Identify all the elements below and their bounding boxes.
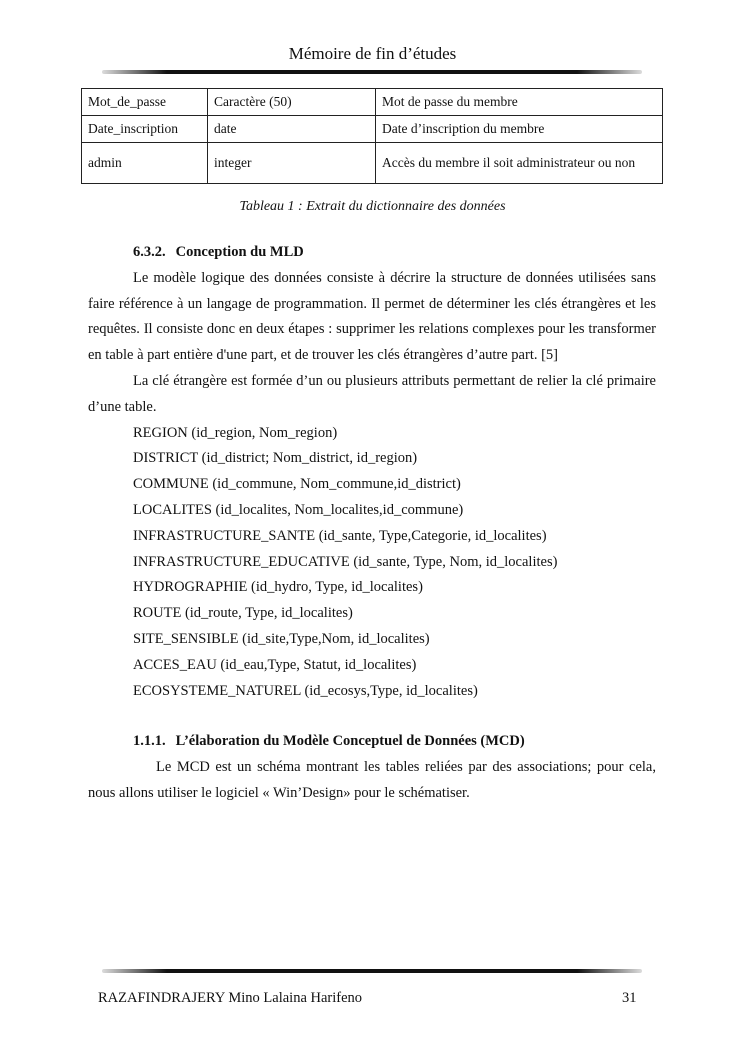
table-cell-type: date — [208, 116, 376, 143]
table-row — [82, 89, 663, 116]
table-cell-field: admin — [82, 143, 208, 184]
section-spacer — [88, 704, 656, 729]
page-header-title: Mémoire de fin d’études — [288, 44, 457, 63]
section-heading-mld — [88, 240, 656, 266]
list-item: INFRASTRUCTURE_EDUCATIVE (id_sante, Type, Nom, id_localites) — [133, 553, 558, 570]
table-caption: Tableau 1 : Extrait du dictionnaire des données — [239, 199, 506, 214]
list-item: ECOSYSTEME_NATUREL (id_ecosys,Type, id_localites) — [133, 682, 478, 699]
section-heading-mcd — [88, 729, 656, 755]
paragraph-mld-definition: Le modèle logique des données consiste à décrire la structure de données utilisées sans faire référence à un langage de programmation. Il permet de déterminer les clés étrangères et les requêtes. Il consiste donc en deux étapes : supprimer les relations complexes pour les transformer en table à part entière d'une part, et de trouver les clés étrangères d’autre part. [5] — [88, 269, 656, 364]
footer-divider — [102, 969, 642, 973]
footer-author: RAZAFINDRAJERY Mino Lalaina Harifeno — [98, 990, 363, 1006]
section-title: Conception du MLD — [175, 244, 304, 260]
list-item: DISTRICT (id_district; Nom_district, id_region) — [133, 450, 418, 467]
list-item: ACCES_EAU (id_eau,Type, Statut, id_localites) — [133, 656, 417, 673]
list-item: LOCALITES (id_localites, Nom_localites,id_commune) — [133, 501, 464, 518]
relational-schema-list — [88, 421, 656, 705]
section-number: 1.1.1. — [133, 733, 166, 750]
page-number: 31 — [622, 990, 637, 1006]
table-row — [82, 116, 663, 143]
list-item: INFRASTRUCTURE_SANTE (id_sante, Type,Categorie, id_localites) — [133, 527, 547, 544]
list-item: REGION (id_region, Nom_region) — [133, 424, 338, 441]
paragraph-mcd: Le MCD est un schéma montrant les tables reliées par des associations; pour cela, nous allons utiliser le logiciel « Win’Design» pour le schématiser. — [88, 759, 656, 801]
section-title: L’élaboration du Modèle Conceptuel de Données (MCD) — [175, 733, 525, 750]
table-cell-field: Mot_de_passe — [82, 89, 208, 116]
paragraph-foreign-key: La clé étrangère est formée d’un ou plusieurs attributs permettant de relier la clé primaire d’une table. — [88, 372, 656, 415]
data-dictionary-table — [81, 88, 663, 184]
table-cell-description: Mot de passe du membre — [376, 89, 663, 116]
list-item: SITE_SENSIBLE (id_site,Type,Nom, id_localites) — [133, 630, 430, 647]
table-cell-type: Caractère (50) — [208, 89, 376, 116]
table-cell-description: Accès du membre il soit administrateur ou non — [376, 143, 663, 184]
table-cell-description: Date d’inscription du membre — [376, 116, 663, 143]
header-divider — [102, 70, 642, 74]
document-body — [88, 240, 656, 807]
list-item: ROUTE (id_route, Type, id_localites) — [133, 605, 353, 622]
section-number: 6.3.2. — [133, 244, 166, 260]
table-cell-field: Date_inscription — [82, 116, 208, 143]
list-item: COMMUNE (id_commune, Nom_commune,id_district) — [133, 476, 461, 493]
table-row — [82, 143, 663, 184]
table-cell-type: integer — [208, 143, 376, 184]
list-item: HYDROGRAPHIE (id_hydro, Type, id_localites) — [133, 579, 423, 596]
